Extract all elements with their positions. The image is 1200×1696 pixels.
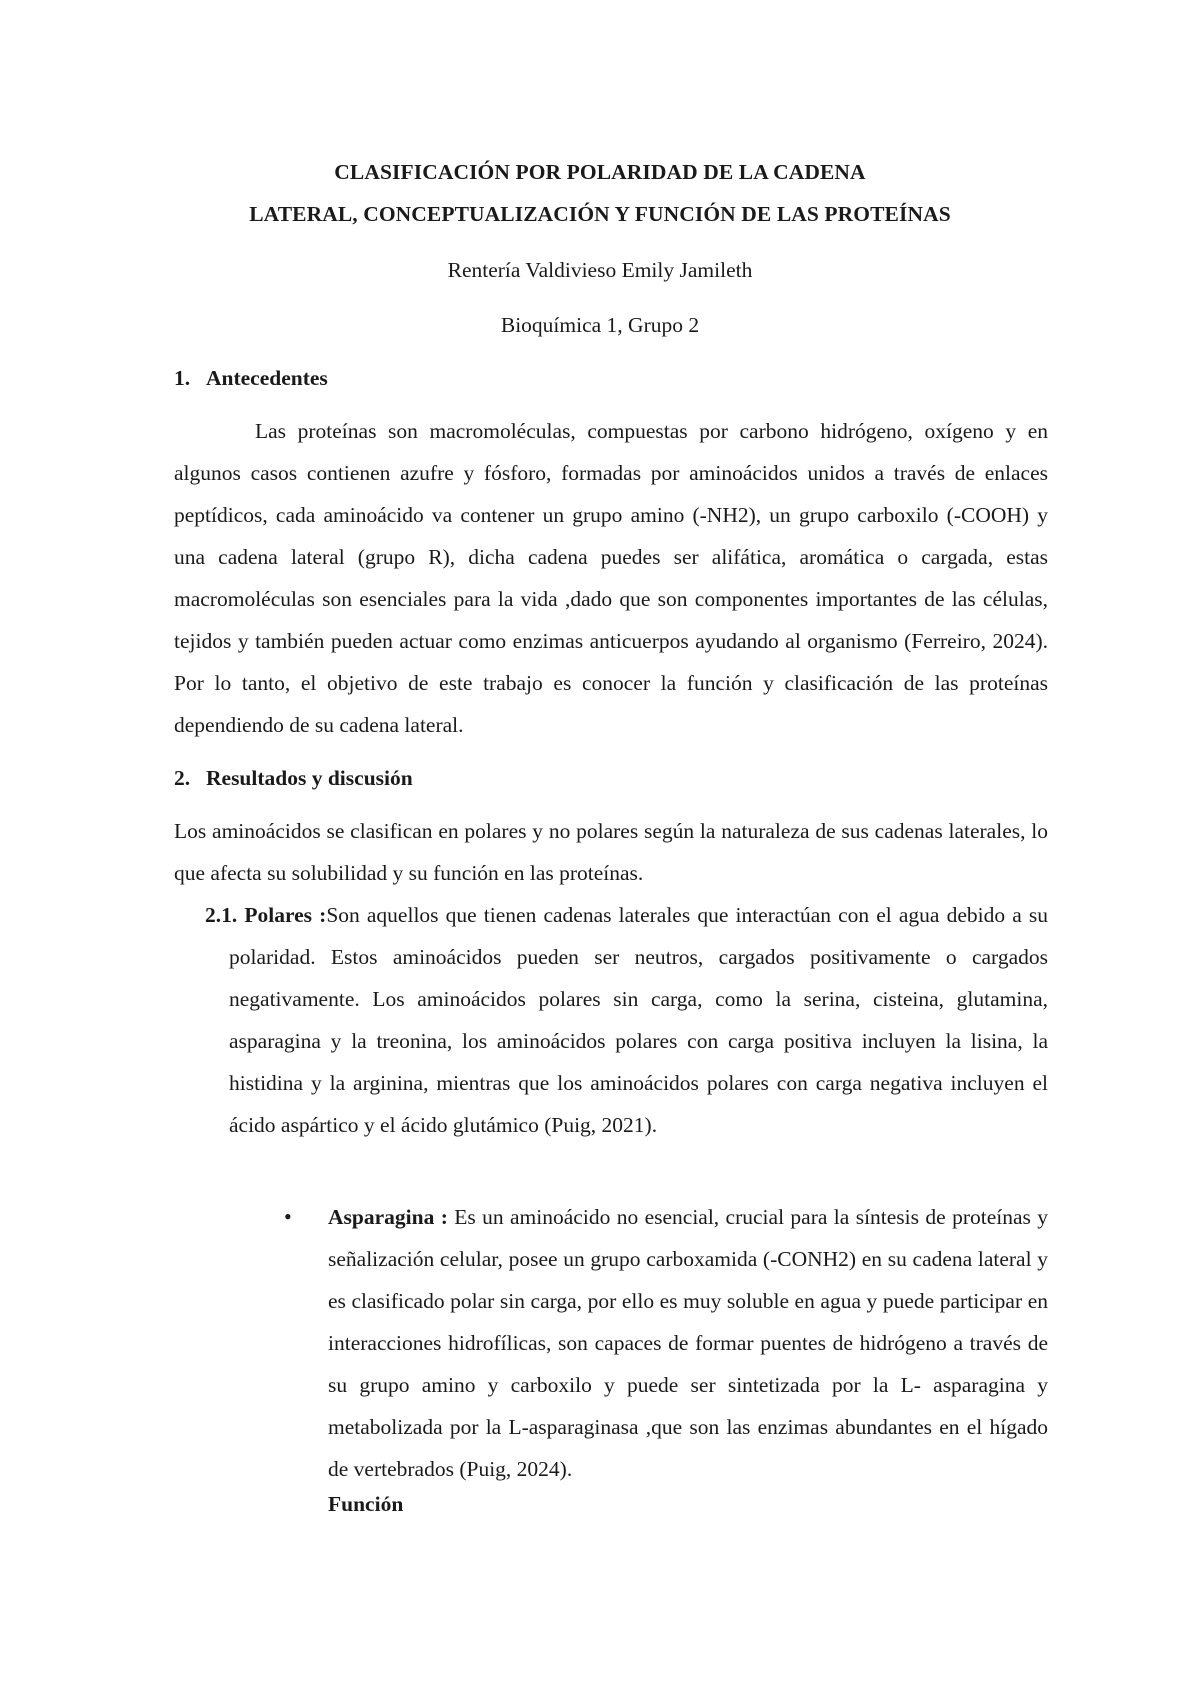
section-1-number: 1. xyxy=(174,366,191,390)
section-1-title: Antecedentes xyxy=(206,366,328,390)
subsection-2-1 xyxy=(205,894,1048,1146)
section-2-number: 2. xyxy=(174,766,191,790)
author-name: Rentería Valdivieso Emily Jamileth xyxy=(447,258,753,282)
title-line-2: LATERAL, CONCEPTUALIZACIÓN Y FUNCIÓN DE LAS PROTEÍNAS xyxy=(249,202,951,226)
section-2-paragraph: Los aminoácidos se clasifican en polares y no polares según la naturaleza de sus cadenas laterales, lo que afecta su solubilidad y su función en las proteínas. xyxy=(174,819,1048,885)
subsection-2-1-text: Son aquellos que tienen cadenas laterales que interactúan con el agua debido a su polaridad. Estos aminoácidos pueden ser neutros, cargados positivamente o cargados negativamente. Los aminoácidos polares sin carga, como la serina, cisteina, glutamina, asparagina y la treonina, los aminoácidos polares con carga positiva incluyen la lisina, la histidina y la arginina, mientras que los aminoácidos polares con carga negativa incluyen el ácido aspártico y el ácido glutámico (Puig, 2021). xyxy=(229,903,1048,1137)
bullet-asparagina xyxy=(328,1196,1048,1490)
bullet-icon: • xyxy=(284,1204,292,1229)
section-1-paragraph: Las proteínas son macromoléculas, compuestas por carbono hidrógeno, oxígeno y en algunos casos contienen azufre y fósforo, formadas por aminoácidos unidos a través de enlaces peptídicos, cada aminoácido va contener un grupo amino (-NH2), un grupo carboxilo (-COOH) y una cadena lateral (grupo R), dicha cadena puedes ser alifática, aromática o cargada, estas macromoléculas son esenciales para la vida ,dado que son componentes importantes de las células, tejidos y también pueden actuar como enzimas anticuerpos ayudando al organismo (Ferreiro, 2024). Por lo tanto, el objetivo de este trabajo es conocer la función y clasificación de las proteínas dependiendo de su cadena lateral. xyxy=(174,419,1048,737)
bullet-asparagina-text: Es un aminoácido no esencial, crucial para la síntesis de proteínas y señalización celular, posee un grupo carboxamida (-CONH2) en su cadena lateral y es clasificado polar sin carga, por ello es muy soluble en agua y puede participar en interacciones hidrofílicas, son capaces de formar puentes de hidrógeno a través de su grupo amino y carboxilo y puede ser sintetizada por la L- asparagina y metabolizada por la L-asparaginasa ,que son las enzimas abundantes en el hígado de vertebrados (Puig, 2024). xyxy=(328,1205,1049,1481)
section-1-heading xyxy=(174,366,328,391)
bullet-asparagina-label: Asparagina : xyxy=(328,1205,448,1229)
section-2-title: Resultados y discusión xyxy=(206,766,413,790)
funcion-heading: Función xyxy=(328,1492,404,1516)
section-2-heading xyxy=(174,766,413,791)
course-info: Bioquímica 1, Grupo 2 xyxy=(500,313,700,337)
title-line-1: CLASIFICACIÓN POR POLARIDAD DE LA CADENA xyxy=(334,160,866,184)
subsection-2-1-label: 2.1. Polares : xyxy=(205,903,327,927)
